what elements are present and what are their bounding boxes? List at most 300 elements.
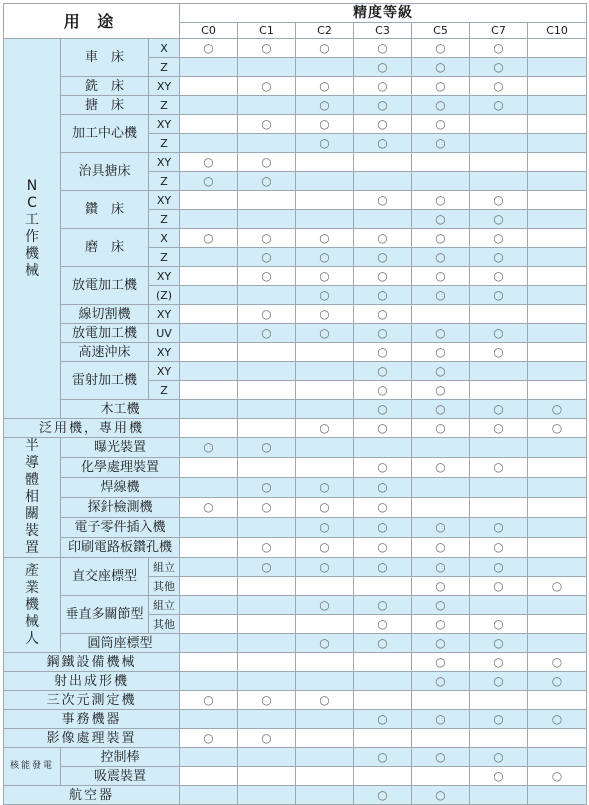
grade-cell-c1 — [238, 419, 296, 438]
grade-cell-c2 — [296, 134, 354, 153]
grade-cell-c1 — [238, 577, 296, 596]
applicable-mark-icon: ○ — [493, 59, 504, 74]
grade-cell-c10 — [528, 710, 587, 729]
grade-cell-c0 — [180, 634, 238, 653]
grade-cell-c0 — [180, 153, 238, 172]
grade-cell-c2 — [296, 710, 354, 729]
grade-cell-c1 — [238, 498, 296, 518]
applicable-mark-icon: ○ — [319, 287, 330, 302]
applicable-mark-icon: ○ — [203, 692, 214, 707]
category-cell: 事務機器 — [4, 710, 180, 729]
applicable-mark-icon: ○ — [493, 711, 504, 726]
axis-cell: Z — [149, 96, 180, 115]
applicable-mark-icon: ○ — [493, 749, 504, 764]
applicable-mark-icon: ○ — [261, 249, 272, 264]
grade-cell-c3 — [354, 134, 412, 153]
grade-header-c0: C0 — [180, 23, 238, 39]
applicable-mark-icon: ○ — [435, 287, 446, 302]
grade-cell-c3 — [354, 229, 412, 248]
applicable-mark-icon: ○ — [435, 59, 446, 74]
axis-cell: Z — [149, 58, 180, 77]
application-cell: 磨 床 — [61, 229, 149, 267]
grade-cell-c2 — [296, 438, 354, 458]
application-cell: 垂直多關節型 — [61, 596, 149, 634]
grade-cell-c10 — [528, 615, 587, 634]
grade-cell-c7 — [470, 77, 528, 96]
grade-header-c2: C2 — [296, 23, 354, 39]
grade-cell-c10 — [528, 229, 587, 248]
axis-cell: 組立 — [149, 596, 180, 615]
axis-cell: Z — [149, 248, 180, 267]
grade-cell-c10 — [528, 653, 587, 672]
applicable-mark-icon: ○ — [377, 97, 388, 112]
grade-cell-c3 — [354, 672, 412, 691]
grade-cell-c0 — [180, 672, 238, 691]
grade-cell-c10 — [528, 498, 587, 518]
grade-cell-c3 — [354, 748, 412, 767]
grade-cell-c2 — [296, 748, 354, 767]
table-row — [4, 498, 587, 518]
grade-cell-c10 — [528, 77, 587, 96]
applicable-mark-icon: ○ — [493, 616, 504, 631]
grade-cell-c0 — [180, 419, 238, 438]
grade-cell-c5 — [412, 362, 470, 381]
axis-cell: XY — [149, 191, 180, 210]
applicable-mark-icon: ○ — [203, 500, 214, 514]
applicable-mark-icon: ○ — [493, 192, 504, 207]
grade-cell-c3 — [354, 518, 412, 538]
grade-cell-c5 — [412, 478, 470, 498]
application-cell: 探針檢測機 — [61, 498, 180, 518]
applicable-mark-icon: ○ — [203, 230, 214, 245]
grade-cell-c10 — [528, 362, 587, 381]
applicable-mark-icon: ○ — [435, 654, 446, 669]
grade-cell-c7 — [470, 115, 528, 134]
applicable-mark-icon: ○ — [377, 711, 388, 726]
grade-cell-c5 — [412, 653, 470, 672]
application-cell: 雷射加工機 — [61, 362, 149, 400]
table-row — [4, 324, 587, 343]
applicable-mark-icon: ○ — [377, 520, 388, 534]
grade-cell-c10 — [528, 558, 587, 577]
table-row — [4, 729, 587, 748]
grade-cell-c0 — [180, 438, 238, 458]
applicable-mark-icon: ○ — [377, 500, 388, 514]
grade-cell-c3 — [354, 210, 412, 229]
grade-cell-c5 — [412, 96, 470, 115]
grade-cell-c3 — [354, 478, 412, 498]
grade-cell-c0 — [180, 39, 238, 58]
applicable-mark-icon: ○ — [435, 578, 446, 593]
grade-cell-c0 — [180, 96, 238, 115]
grade-cell-c1 — [238, 191, 296, 210]
applicable-mark-icon: ○ — [377, 287, 388, 302]
grade-cell-c10 — [528, 286, 587, 305]
applicable-mark-icon: ○ — [435, 616, 446, 631]
application-cell: 曝光裝置 — [61, 438, 180, 458]
grade-cell-c5 — [412, 39, 470, 58]
table-row — [4, 710, 587, 729]
applicable-mark-icon: ○ — [377, 135, 388, 150]
grade-cell-c0 — [180, 77, 238, 96]
grade-cell-c3 — [354, 115, 412, 134]
grade-cell-c7 — [470, 248, 528, 267]
grade-cell-c3 — [354, 58, 412, 77]
grade-cell-c5 — [412, 438, 470, 458]
grade-cell-c7 — [470, 96, 528, 115]
grade-cell-c2 — [296, 615, 354, 634]
axis-cell: XY — [149, 305, 180, 324]
grade-cell-c2 — [296, 767, 354, 786]
grade-cell-c10 — [528, 577, 587, 596]
applicable-mark-icon: ○ — [377, 480, 388, 494]
applicable-mark-icon: ○ — [377, 344, 388, 359]
grade-cell-c1 — [238, 691, 296, 710]
grade-cell-c1 — [238, 518, 296, 538]
grade-cell-c7 — [470, 518, 528, 538]
table-row — [4, 748, 587, 767]
grade-cell-c5 — [412, 748, 470, 767]
applicable-mark-icon: ○ — [377, 363, 388, 378]
grade-cell-c5 — [412, 596, 470, 615]
category-cell: 影像處理裝置 — [4, 729, 180, 748]
grade-cell-c3 — [354, 786, 412, 805]
grade-cell-c2 — [296, 267, 354, 286]
application-cell: 電子零件插入機 — [61, 518, 180, 538]
grade-header-c1: C1 — [238, 23, 296, 39]
grade-cell-c10 — [528, 343, 587, 362]
grade-cell-c5 — [412, 77, 470, 96]
application-cell: 搪 床 — [61, 96, 149, 115]
grade-cell-c7 — [470, 362, 528, 381]
applicable-mark-icon: ○ — [203, 40, 214, 55]
grade-cell-c5 — [412, 115, 470, 134]
table-row — [4, 653, 587, 672]
applicable-mark-icon: ○ — [435, 749, 446, 764]
grade-cell-c7 — [470, 634, 528, 653]
grade-cell-c0 — [180, 538, 238, 558]
applicable-mark-icon: ○ — [377, 559, 388, 574]
grade-cell-c2 — [296, 58, 354, 77]
category-cell: 泛用機，專用機 — [4, 419, 180, 438]
grade-cell-c1 — [238, 381, 296, 400]
applicable-mark-icon: ○ — [319, 325, 330, 340]
applicable-mark-icon: ○ — [493, 268, 504, 283]
grade-cell-c5 — [412, 672, 470, 691]
grade-cell-c5 — [412, 153, 470, 172]
applicable-mark-icon: ○ — [261, 116, 272, 131]
table-row — [4, 229, 587, 248]
grade-cell-c5 — [412, 305, 470, 324]
applicable-mark-icon: ○ — [377, 40, 388, 55]
grade-cell-c1 — [238, 400, 296, 419]
grade-cell-c0 — [180, 267, 238, 286]
grade-cell-c0 — [180, 458, 238, 478]
grade-cell-c5 — [412, 710, 470, 729]
applicable-mark-icon: ○ — [435, 635, 446, 650]
axis-cell: XY — [149, 153, 180, 172]
grade-cell-c2 — [296, 691, 354, 710]
grade-cell-c3 — [354, 767, 412, 786]
grade-cell-c0 — [180, 191, 238, 210]
applicable-mark-icon: ○ — [377, 192, 388, 207]
table-body — [4, 39, 587, 805]
applicable-mark-icon: ○ — [435, 711, 446, 726]
applicable-mark-icon: ○ — [551, 673, 563, 688]
application-cell: 放電加工機 — [61, 324, 149, 343]
grade-cell-c2 — [296, 596, 354, 615]
grade-cell-c10 — [528, 381, 587, 400]
grade-cell-c5 — [412, 419, 470, 438]
applicable-mark-icon: ○ — [377, 382, 388, 397]
grade-cell-c7 — [470, 172, 528, 191]
applicable-mark-icon: ○ — [493, 211, 504, 226]
application-cell: 吸震裝置 — [61, 767, 180, 786]
applicable-mark-icon: ○ — [493, 559, 504, 574]
grade-cell-c1 — [238, 115, 296, 134]
grade-cell-c0 — [180, 172, 238, 191]
grade-cell-c3 — [354, 96, 412, 115]
grade-cell-c0 — [180, 748, 238, 767]
axis-cell: (Z) — [149, 286, 180, 305]
grade-cell-c5 — [412, 518, 470, 538]
grade-cell-c2 — [296, 558, 354, 577]
applicable-mark-icon: ○ — [319, 249, 330, 264]
applicable-mark-icon: ○ — [435, 230, 446, 245]
application-cell: 木工機 — [61, 400, 180, 419]
grade-cell-c3 — [354, 248, 412, 267]
table-row — [4, 672, 587, 691]
table-row — [4, 267, 587, 286]
grade-cell-c10 — [528, 267, 587, 286]
grade-cell-c1 — [238, 77, 296, 96]
grade-cell-c7 — [470, 653, 528, 672]
grade-cell-c2 — [296, 381, 354, 400]
grade-cell-c5 — [412, 558, 470, 577]
applicable-mark-icon: ○ — [435, 520, 446, 534]
grade-cell-c10 — [528, 419, 587, 438]
table-row — [4, 558, 587, 577]
grade-cell-c7 — [470, 458, 528, 478]
applicable-mark-icon: ○ — [319, 480, 330, 494]
axis-cell: Z — [149, 134, 180, 153]
grade-cell-c7 — [470, 343, 528, 362]
grade-cell-c0 — [180, 286, 238, 305]
grade-cell-c1 — [238, 653, 296, 672]
grade-cell-c1 — [238, 210, 296, 229]
accuracy-grade-table — [3, 3, 587, 805]
grade-cell-c7 — [470, 153, 528, 172]
applicable-mark-icon: ○ — [261, 230, 272, 245]
applicable-mark-icon: ○ — [435, 382, 446, 397]
grade-cell-c2 — [296, 729, 354, 748]
grade-cell-c3 — [354, 343, 412, 362]
applicable-mark-icon: ○ — [551, 711, 563, 726]
grade-cell-c10 — [528, 729, 587, 748]
grade-cell-c1 — [238, 558, 296, 577]
applicable-mark-icon: ○ — [435, 540, 446, 554]
applicable-mark-icon: ○ — [551, 654, 563, 669]
grade-cell-c3 — [354, 172, 412, 191]
grade-cell-c5 — [412, 324, 470, 343]
grade-cell-c10 — [528, 438, 587, 458]
grade-cell-c7 — [470, 498, 528, 518]
application-cell: 化學處理裝置 — [61, 458, 180, 478]
grade-cell-c2 — [296, 96, 354, 115]
category-cell: 三次元測定機 — [4, 691, 180, 710]
application-cell: 印刷電路板鑽孔機 — [61, 538, 180, 558]
table-row — [4, 343, 587, 362]
grade-cell-c7 — [470, 134, 528, 153]
grade-cell-c3 — [354, 498, 412, 518]
grade-cell-c2 — [296, 324, 354, 343]
grade-cell-c2 — [296, 172, 354, 191]
application-cell: 高速沖床 — [61, 343, 149, 362]
applicable-mark-icon: ○ — [377, 249, 388, 264]
grade-cell-c1 — [238, 286, 296, 305]
grade-cell-c5 — [412, 248, 470, 267]
applicable-mark-icon: ○ — [493, 249, 504, 264]
applicable-mark-icon: ○ — [377, 787, 388, 802]
grade-cell-c7 — [470, 39, 528, 58]
grade-cell-c0 — [180, 577, 238, 596]
grade-cell-c1 — [238, 134, 296, 153]
axis-cell: XY — [149, 362, 180, 381]
grade-cell-c5 — [412, 786, 470, 805]
applicable-mark-icon: ○ — [435, 97, 446, 112]
grade-cell-c3 — [354, 77, 412, 96]
grade-cell-c2 — [296, 77, 354, 96]
applicable-mark-icon: ○ — [319, 559, 330, 574]
table-row — [4, 786, 587, 805]
grade-cell-c1 — [238, 538, 296, 558]
applicable-mark-icon: ○ — [319, 40, 330, 55]
grade-cell-c7 — [470, 786, 528, 805]
applicable-mark-icon: ○ — [377, 230, 388, 245]
grade-cell-c1 — [238, 458, 296, 478]
applicable-mark-icon: ○ — [551, 768, 563, 783]
applicable-mark-icon: ○ — [377, 616, 388, 631]
grade-cell-c10 — [528, 153, 587, 172]
applicable-mark-icon: ○ — [319, 230, 330, 245]
applicable-mark-icon: ○ — [551, 401, 563, 416]
category-cell: 核能發電 — [4, 748, 61, 786]
applicable-mark-icon: ○ — [261, 306, 272, 321]
grade-cell-c1 — [238, 786, 296, 805]
axis-cell: XY — [149, 343, 180, 362]
applicable-mark-icon: ○ — [493, 768, 504, 783]
grade-cell-c0 — [180, 691, 238, 710]
table-row — [4, 691, 587, 710]
grade-cell-c10 — [528, 115, 587, 134]
grade-cell-c7 — [470, 748, 528, 767]
grade-cell-c2 — [296, 518, 354, 538]
grade-cell-c5 — [412, 634, 470, 653]
axis-cell: 組立 — [149, 558, 180, 577]
table-row — [4, 400, 587, 419]
grade-header-c3: C3 — [354, 23, 412, 39]
applicable-mark-icon: ○ — [377, 306, 388, 321]
applicable-mark-icon: ○ — [435, 192, 446, 207]
applicable-mark-icon: ○ — [493, 401, 504, 416]
applicable-mark-icon: ○ — [203, 730, 214, 745]
grade-cell-c1 — [238, 767, 296, 786]
applicable-mark-icon: ○ — [435, 211, 446, 226]
grade-cell-c2 — [296, 419, 354, 438]
grade-cell-c2 — [296, 115, 354, 134]
grade-cell-c0 — [180, 305, 238, 324]
axis-cell: Z — [149, 210, 180, 229]
table-row — [4, 362, 587, 381]
applicable-mark-icon: ○ — [493, 654, 504, 669]
grade-cell-c7 — [470, 538, 528, 558]
applicable-mark-icon: ○ — [319, 78, 330, 93]
axis-cell: UV — [149, 324, 180, 343]
table-row — [4, 518, 587, 538]
grade-cell-c5 — [412, 767, 470, 786]
grade-cell-c7 — [470, 691, 528, 710]
table-row — [4, 419, 587, 438]
grade-cell-c1 — [238, 729, 296, 748]
grade-cell-c3 — [354, 538, 412, 558]
grade-cell-c2 — [296, 400, 354, 419]
grade-cell-c2 — [296, 538, 354, 558]
grade-cell-c0 — [180, 134, 238, 153]
grade-cell-c3 — [354, 324, 412, 343]
applicable-mark-icon: ○ — [493, 97, 504, 112]
grade-cell-c3 — [354, 39, 412, 58]
application-cell: 治具搪床 — [61, 153, 149, 191]
grade-cell-c1 — [238, 39, 296, 58]
applicable-mark-icon: ○ — [319, 97, 330, 112]
application-cell: 焊線機 — [61, 478, 180, 498]
category-cell: 航空器 — [4, 786, 180, 805]
application-cell: 直交座標型 — [61, 558, 149, 596]
grade-cell-c2 — [296, 343, 354, 362]
applicable-mark-icon: ○ — [319, 116, 330, 131]
grade-cell-c3 — [354, 419, 412, 438]
grade-cell-c7 — [470, 438, 528, 458]
applicable-mark-icon: ○ — [377, 420, 388, 435]
grade-cell-c3 — [354, 381, 412, 400]
axis-cell: X — [149, 229, 180, 248]
application-cell: 鑽 床 — [61, 191, 149, 229]
grade-cell-c1 — [238, 596, 296, 615]
grade-cell-c3 — [354, 596, 412, 615]
grade-cell-c0 — [180, 558, 238, 577]
applicable-mark-icon: ○ — [319, 268, 330, 283]
category-cell: 鋼鐵設備機械 — [4, 653, 180, 672]
grade-cell-c1 — [238, 58, 296, 77]
grade-cell-c5 — [412, 267, 470, 286]
grade-cell-c2 — [296, 478, 354, 498]
grade-cell-c10 — [528, 58, 587, 77]
grade-cell-c0 — [180, 518, 238, 538]
grade-cell-c1 — [238, 634, 296, 653]
applicable-mark-icon: ○ — [493, 78, 504, 93]
table-row — [4, 767, 587, 786]
applicable-mark-icon: ○ — [319, 597, 330, 612]
grade-cell-c5 — [412, 691, 470, 710]
applicable-mark-icon: ○ — [435, 116, 446, 131]
grade-cell-c7 — [470, 210, 528, 229]
applicable-mark-icon: ○ — [261, 40, 272, 55]
grade-cell-c3 — [354, 191, 412, 210]
grade-cell-c5 — [412, 191, 470, 210]
grade-cell-c10 — [528, 305, 587, 324]
applicable-mark-icon: ○ — [319, 306, 330, 321]
axis-cell: Z — [149, 381, 180, 400]
